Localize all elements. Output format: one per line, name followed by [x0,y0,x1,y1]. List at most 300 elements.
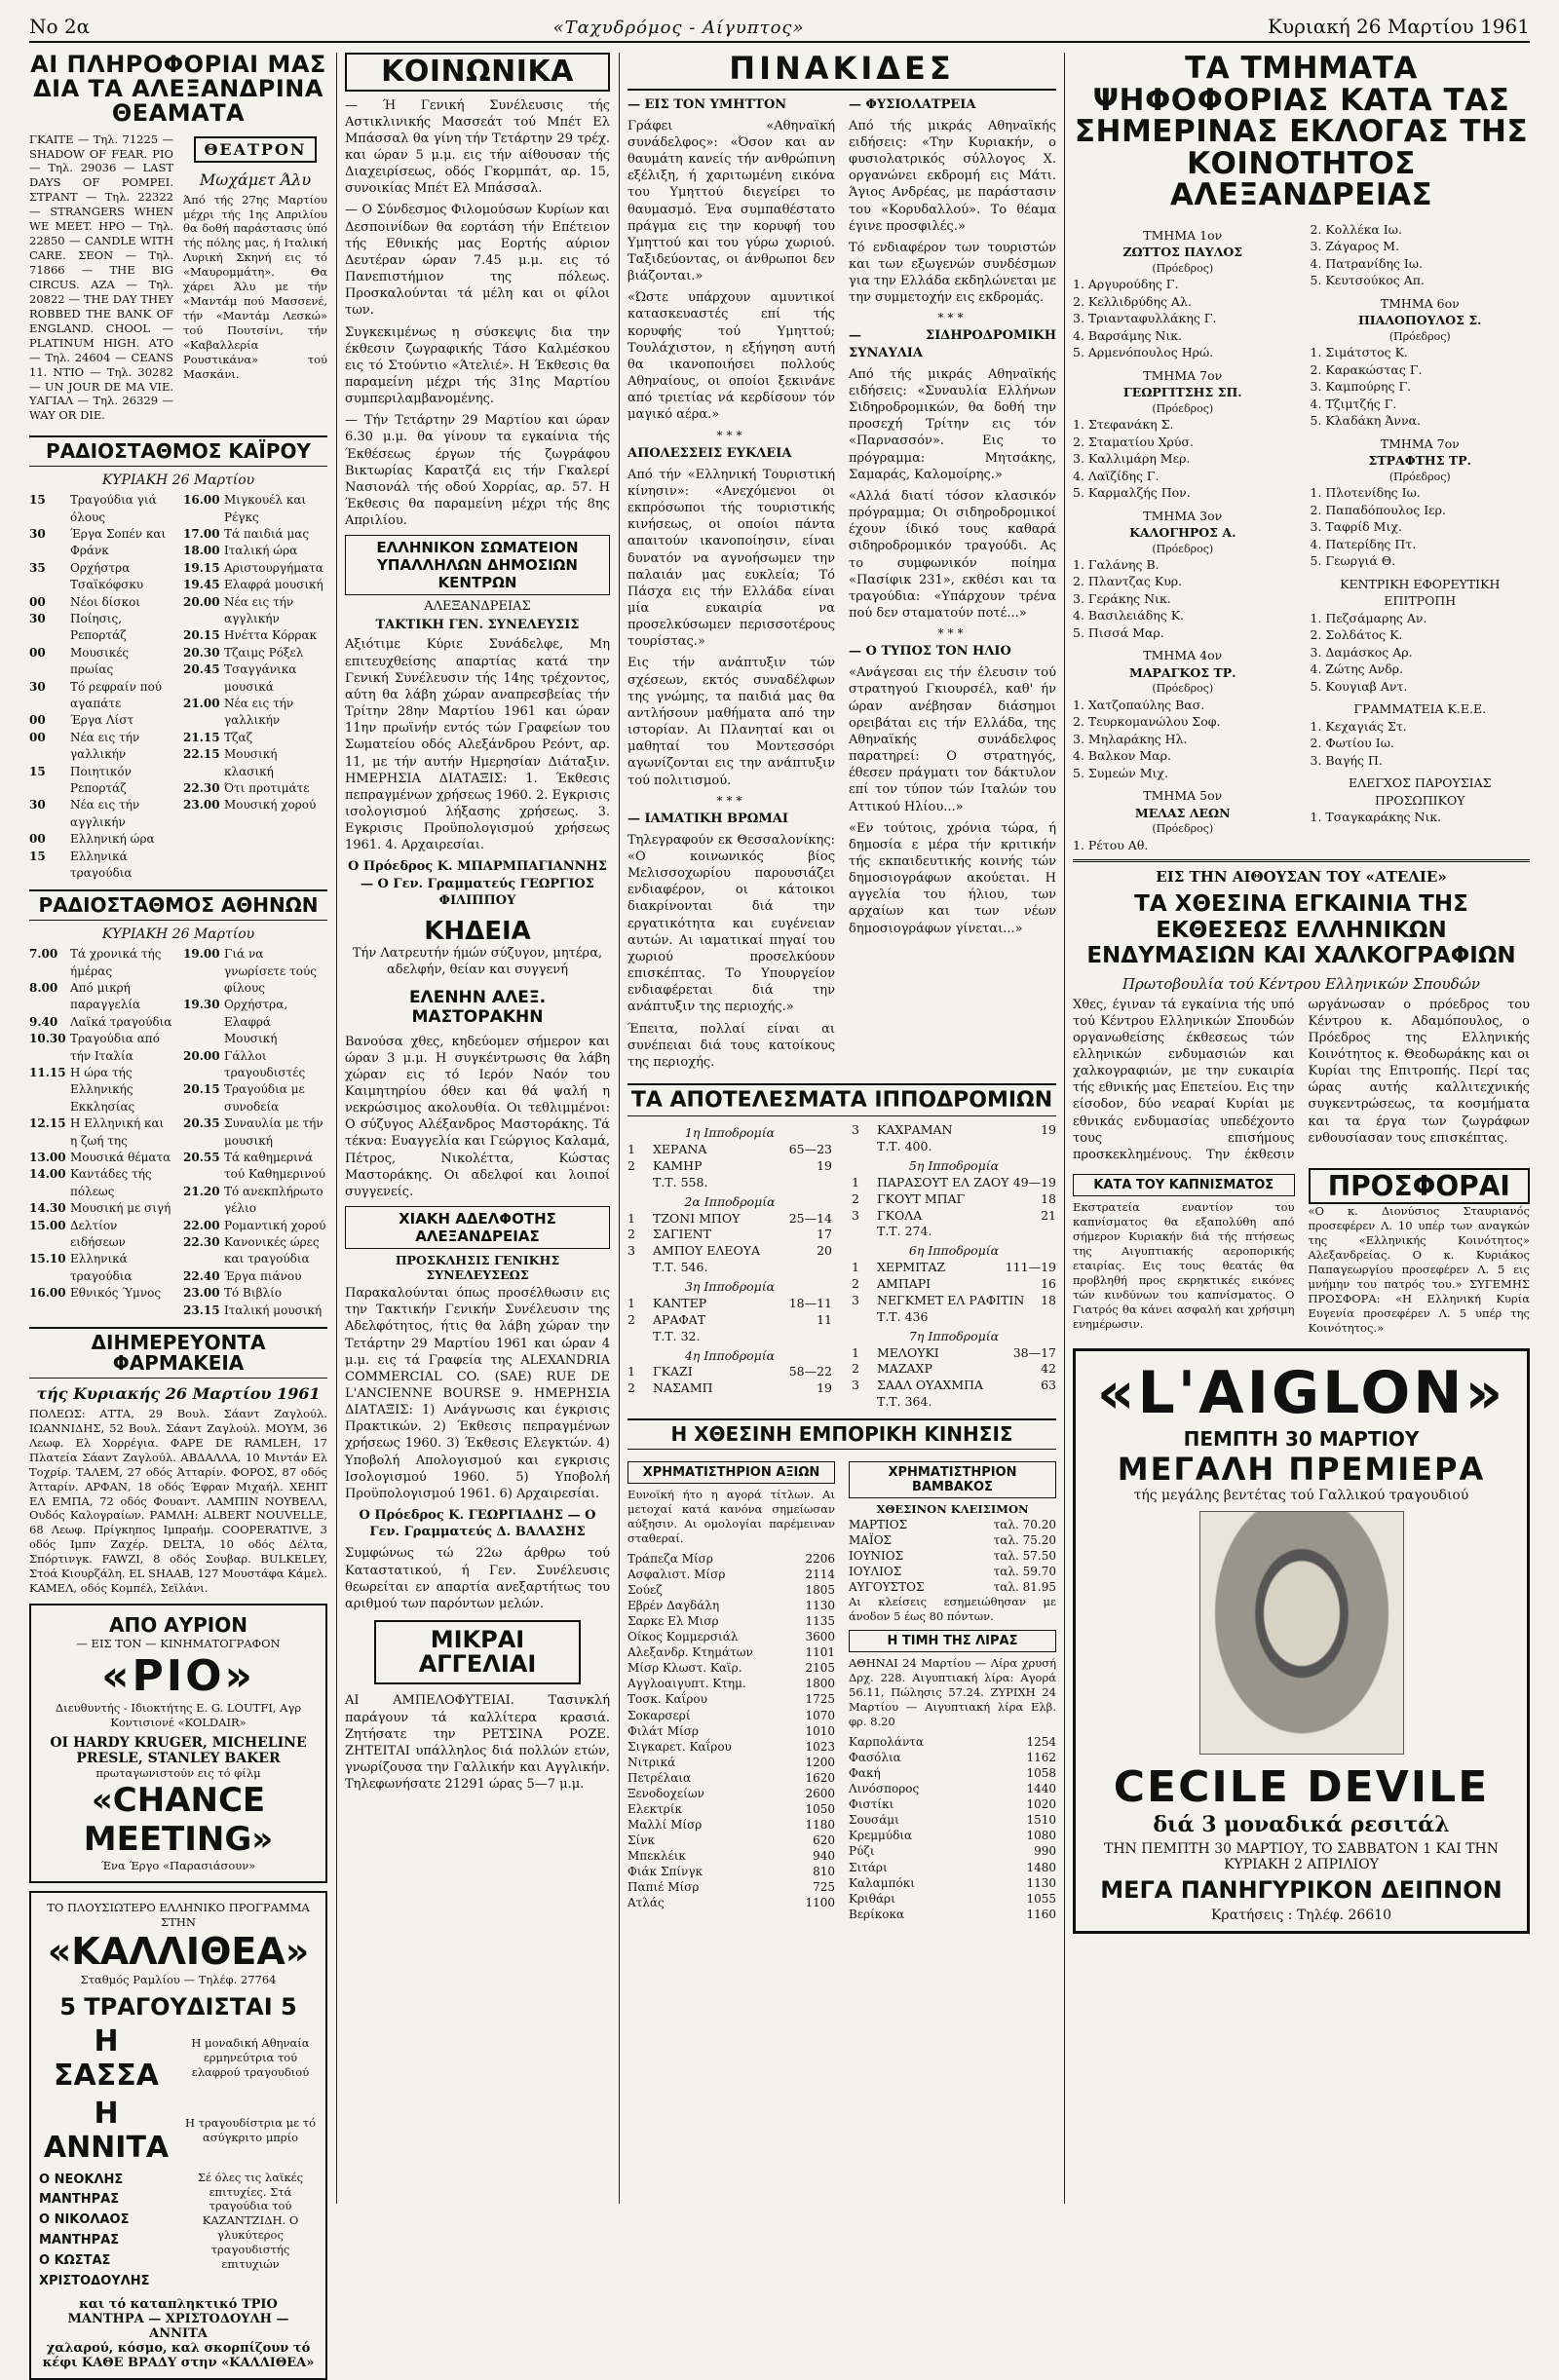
schedule-time: 20.55 [183,1150,220,1164]
race-heading: 1η Ιπποδρομία [684,1125,776,1141]
schedule-time: 22.40 [183,1268,220,1283]
race-position [627,1329,653,1345]
section-member: 2. Σταματίου Χρύσ. [1073,434,1194,449]
schedule-program: Ελληνικά τραγούδια [70,849,133,880]
race-horse: ΓΚΟΥΤ ΜΠΑΓ [877,1190,966,1206]
price-value: 1070 [805,1708,835,1722]
schedule-time: 14.00 [29,1167,66,1182]
schedule-time: 13.00 [29,1150,66,1164]
schedule-row [183,946,327,997]
section-member: 2. Σολδάτος Κ. [1310,627,1403,643]
paper-name: «Ταχυδρόμος - Αίγυπτος» [552,18,805,38]
price-value: 1254 [1026,1734,1056,1749]
schedule-row [29,594,173,611]
price-value: 2105 [805,1661,835,1676]
schedule-time: 19.30 [183,998,220,1012]
schedule-program: Μιγκουέλ και Ρέγκς [224,493,307,524]
aiglon-ad-subtitle: τής μεγάλης βεντέτας τού Γαλλικού τραγουδιού [1133,1487,1469,1503]
race-horse: ΝΕΓΚΜΕΤ ΕΛ ΡΑΦΙΤΙΝ [877,1292,1025,1307]
aiglon-ad-name: «L'AIGLON» [1096,1358,1506,1427]
price-row [849,1860,1056,1875]
radio-cairo-schedule-left [29,492,173,882]
schedule-time: 8.00 [29,981,58,996]
note-6-text-b: «Εν τούτοις, χρόνια τώρα, ή δημοσία ε μέρα τήν κριτικήν τής εκπαιδευτικής κοινής τών δημοσιογράφων ακούεται. Η αγγελία του ήλιου, των αρχαίων και των νέων δημοσιογράφων γίνεται...» [849,820,1056,936]
schedule-row [183,730,327,746]
smoking-text: Εκστρατεία εναντίον του καπνίσματος θα εξαπολύθη από σήμερον Κυριακήν διά τής πτήσεως της Αιγυπτιακής αεροπορικής εταιρίας. Εις τους θεατάς θα προβληθή προς εκρηκτικές εικόνες τών κινδύνων του καπνίσματος. Ο Γιατρός θα κάνει ασφαλή και χρήσιμη ενημέρωσιν. [1073,1200,1295,1331]
race-dividend: 18—11 [788,1295,832,1310]
section-member: 2. Κελλιδρύδης Αλ. [1073,293,1192,309]
race-line [627,1227,832,1243]
issue-date: Κυριακή 26 Μαρτίου 1961 [1268,15,1530,38]
section-member: 5. Κευτσούκος Απ. [1310,273,1425,288]
schedule-row [29,730,173,764]
social-item-3: Συγκεκιμένως η σύσκεψις δια την έκθεσιν ζωγραφικής Τάσο Καλμέσκου εις τό Στούντιο «Άτελιέ». Η Έκθεσις θα παραμείνη μέχρι τής 31ης Μαρτίου συμπεριλαμβανομένης. [345,324,610,407]
price-value: 1440 [1026,1782,1056,1796]
schedule-program: Τό ανεκπλήρωτο γέλιο [224,1184,323,1216]
race-line [627,1329,832,1345]
rio-ad-footer: Ένα Έργο «Παρασιάσουν» [100,1858,256,1872]
lira-title: Η ΤΙΜΗ ΤΗΣ ΛΙΡΑΣ [849,1630,1056,1652]
price-name: ΑΥΓΟΥΣΤΟΣ [849,1580,925,1595]
schedule-time: 15 [29,493,46,508]
price-name: Τράπεζα Μίσρ [627,1551,713,1566]
schedule-time: 21.00 [183,697,220,710]
price-row [849,1907,1056,1922]
price-row [627,1644,835,1660]
price-row [849,1843,1056,1859]
section-member: 5. Κουγιαβ Αντ. [1310,678,1408,694]
exhibition-title: ΤΑ ΧΘΕΣΙΝΑ ΕΓΚΑΙΝΙΑ ΤΗΣ ΕΚΘΕΣΕΩΣ ΕΛΛΗΝΙΚΩΝ ΕΝΔΥΜΑΣΙΩΝ ΚΑΙ ΧΑΛΚΟΓΡΑΦΙΩΝ [1086,891,1516,969]
schedule-row [29,611,173,645]
price-row [627,1676,835,1691]
section-president: ΠΙΑΛΟΠΟΥΛΟΣ Σ. [1357,313,1482,328]
price-row [627,1848,835,1864]
note-3-text: Τηλεγραφούν εκ Θεσσαλονίκης: «Ο κοινωνικός βίος Μελισσοχωρίου παρουσιάζει ενδιαφέρον, οι κάτοικοι διακρίνονται διά την εργατικότητα και ευγένειαν αυτών. Αι ιαματικαί πηγαί του χωριού προσελκύουν επισκέπτας. Το Υπουργείον ενδιαφέρεται διά την ανάπτυξιν της περιοχής.» [627,832,835,1015]
section-heading: ΤΜΗΜΑ 7ον [1380,435,1460,451]
price-row [627,1817,835,1832]
note-2-head: ΑΠΟΛΕΣΣΕΙΣ ΕΥΚΛΕΙΑ [627,445,792,461]
race-dividend: 111—19 [1005,1260,1056,1275]
schedule-program: Ορχήστρα, Ελαφρά Μουσική [224,998,288,1046]
race-line [852,1224,1056,1240]
kallithea-ad-singer1: Ο ΝΕΟΚΛΗΣ ΜΑΝΤΗΡΑΣ [39,2172,124,2208]
classifieds-title: ΜΙΚΡΑΙ ΑΓΓΕΛΙΑΙ [374,1620,581,1684]
section-member: 3. Καλλιμάρη Μερ. [1073,451,1191,467]
schedule-time: 18.00 [183,544,220,558]
race-horse: ΜΕΛΟΥΚΙ [877,1344,939,1360]
price-row [627,1660,835,1676]
schedule-program: Η Ελληνική και η ζωή της [70,1116,165,1148]
section-member: 3. Καμπούρης Γ. [1310,379,1412,395]
price-name: Ασφαλιστ. Μίσρ [627,1567,726,1581]
race-dividend: 19 [1041,1122,1056,1138]
race-line [627,1142,832,1158]
price-row [849,1796,1056,1812]
price-value: 2600 [805,1786,835,1800]
schedule-time: 21.20 [183,1184,220,1198]
aiglon-ad-premiere: ΜΕΓΑΛΗ ΠΡΕΜΙΕΡΑ [1117,1450,1486,1488]
cotton-note: Αι κλείσεις εσημειώθησαν με άνοδον 5 έως 80 πόντων. [849,1595,1056,1624]
column-rule [336,53,337,2204]
race-line [627,1158,832,1175]
race-horse: ΜΑΖΑΧΡ [877,1361,932,1377]
race-position: 1 [852,1174,859,1190]
race-horse: ΚΑΜΗΡ [653,1157,703,1173]
schedule-time: 11.15 [29,1066,66,1080]
schedule-row [183,492,327,526]
section-president: ΜΑΡΑΓΚΟΣ ΤΡ. [1128,664,1236,680]
section-member: 1. Τσαγκαράκης Νικ. [1310,810,1442,825]
schedule-time: 22.00 [183,1218,220,1232]
schedule-program: Κανονικές ώρες και τραγούδια [224,1234,320,1266]
chios-subtitle: ΠΡΟΣΚΛΗΣΙΣ ΓΕΝΙΚΗΣ ΣΥΝΕΛΕΥΣΕΩΣ [395,1253,560,1283]
rio-ad-actors: OI HARDY KRUGER, MICHELINE PRESLE, STANLEY BAKER [50,1734,307,1766]
schedule-program: Ιταλική ώρα [224,544,298,558]
section-member: 4. Πατρανίδης Ιω. [1310,255,1424,271]
union-text: Αξιότιμε Κύριε Συνάδελφε, Μη επιτευχθείσης απαρτίας κατά την Γενική Συνέλευσιν τής 14ης τρέχοντος, αύτη θα λάβη χώραν αναπρεσβείας τήν Τρίτην 28ην Μαρτίου 1961 και ώραν 11ην πρωϊνήν εντός τών Γραφείων του Σωματείου οδός Αλεξάνδρου Ρεόντ, αρ. 11, με τήν αυτήν Ημερησίαν Διάταξιν. ΗΜΕΡΗΣΙΑ ΔΙΑΤΑΞΙΣ: 1. Έκθεσις πεπραγμένων χρήσεως 1960. 2. Εγκρισις ισολογισμού λήξασης χρήσεως. 3. Εγκρισις Προϋπολογισμού χρήσεως 1961. 4. Αρχαιρεσίαι. [345,637,610,853]
schedule-row [29,1285,173,1302]
race-heading: 6η Ιπποδρομία [908,1243,1000,1259]
price-row [849,1564,1056,1579]
kallithea-ad-anita: Η ΑΝΝΙΤΑ [43,2096,170,2165]
schedule-row [29,1115,173,1150]
price-row [849,1579,1056,1595]
section-member: 2. Κολλέκα Ιω. [1310,221,1402,237]
section-heading: ΤΜΗΜΑ 5ον [1143,788,1223,804]
radio-athens-title: ΡΑΔΙΟΣΤΑΘΜΟΣ ΑΘΗΝΩΝ [29,889,327,921]
notes-title: ΠΙΝΑΚΙΔΕΣ [627,53,1056,91]
price-value: 1162 [1026,1750,1056,1764]
price-value: ταλ. 59.70 [993,1565,1056,1579]
rio-ad-headline: ΑΠΟ ΑΥΡΙΟΝ [109,1613,247,1638]
section-member: 5. Κλαδάκη Άννα. [1310,413,1421,429]
race-dividend: 25—14 [788,1210,832,1226]
price-name: Σούεζ [627,1582,663,1597]
price-name: ΜΑΡΤΙΟΣ [849,1517,908,1531]
schedule-time: 30 [29,527,46,542]
price-name: Σιτάρι [849,1860,888,1874]
section-member: 3. Ζάγαρος Μ. [1310,239,1400,254]
race-horse: Τ.Τ. 32. [653,1328,701,1343]
schedule-program: Τά καθημερινά τού Καθημερινού [224,1150,326,1182]
pharmacies-list: ΠΟΛΕΩΣ: ΑΤΤΑ, 29 Βουλ. Σάαντ Ζαγλούλ. ΙΩΑΝΝΙΔΗΣ, 52 Βουλ. Σάαντ Ζαγλούλ. ΜΟΥΜ, 36 Λεωφ. Ελ Χορρέγια. ΦΑΡΕ DE RAMLEH, 17 Πλατεία Σάαντ Ζαγλούλ. ΑΒΔΑΛΛΑ, 10 Μιντάν Ελ Τοχρίρ. ΤΑΛΕΜ, 27 οδός Άτταρίν. ΦΟΡΟΣ, 87 οδός Άτταρίν. ΑΡΦΑΝ, 18 οδός Έφραν Μιχαήλ. ΧΕΗΙΤ ΕΛ ΕΜΠΑ, 72 οδός Φουαντ. ΛΑΜΠΙΝ ΝΟΥΒΕΛΛ, Ουδός Καλογραίων. ΡΑΜΛΗ: ALBERT NOUVELLE, 68 Λεωφ. Πρίγκηπος Ιμπραήμ. COOPERATIVE, 3 οδός Ιμπν Ζαχέρ. DELTA, 10 οδός Δέλτα, Σπόρτινγκ. FAWZI, 8 οδός Σουβαρ. BULKELEY, Στοά Κιουρζάλη. EL SHAAB, 127 Μουστάφα Κάμελ. ΚΑΜΕΛ, οδός Κομπέλ, Σεϊλάνι. [29,1406,327,1596]
price-name: Εβρέν Δαγδάλη [627,1598,720,1612]
schedule-time: 16.00 [183,493,220,508]
price-value: 1805 [805,1582,835,1597]
section-member: 1. Κεχαγιάς Στ. [1310,718,1407,734]
price-value: 1055 [1026,1891,1056,1906]
price-row [849,1812,1056,1828]
price-row [627,1691,835,1707]
price-name: Καλαμπόκι [849,1875,915,1890]
price-value: 1480 [1026,1860,1056,1874]
cinema-listings: ΓΚΑΙΤΕ — Τηλ. 71225 — SHADOW OF FEAR. ΡΙΟ — Τηλ. 29036 — LAST DAYS OF POMPEI. ΣΤΡΑΝΤ — Τηλ. 22322 — STRANGERS WHEN WE MEET. ΗΡΟ — Τηλ. 22850 — CANDLE WITH CARE. ΣΕΟΝ — Τηλ. 71866 — THE BIG CIRCUS. ΑΖΑ — Τηλ. 20822 — THE DAY THEY ROBBED THE BANK OF ENGLAND. CHOOL — PLATINUM HIGH. ΑΤΟ — Τηλ. 24604 — CEANS 11. ΝΤΙΟ — Τηλ. 30282 — UN JOUR DE MA VIE. ΥΑΓΙΑΛ — Τηλ. 26329 — WAY OR DIE. [29,132,173,423]
schedule-time: 15 [29,849,46,863]
price-row [627,1832,835,1848]
section-president-label: (Πρόεδρος) [1388,329,1451,343]
schedule-row [29,560,173,594]
section-president: ΓΕΩΡΓΙΤΣΗΣ ΣΠ. [1122,385,1242,400]
theatres-title: ΑΙ ΠΛΗΡΟΦΟΡΙΑΙ ΜΑΣ ΔΙΑ ΤΑ ΑΛΕΞΑΝΔΡΙΝΑ ΘΕΑΜΑΤΑ [30,51,326,128]
aiglon-ad-date: ΠΕΜΠΤΗ 30 ΜΑΡΤΙΟΥ [1183,1426,1420,1451]
masthead [29,14,1530,43]
social-title: ΚΟΙΝΩΝΙΚΑ [345,53,610,92]
schedule-row [29,946,173,980]
section-member: 2. Πλαντζας Κυρ. [1073,574,1183,589]
kallithea-ad-name: «ΚΑΛΛΙΘΕΑ» [47,1929,310,1973]
produce-table [849,1734,1056,1922]
schedule-time: 00 [29,832,46,847]
schedule-time: 7.00 [29,947,58,962]
section-heading: ΤΜΗΜΑ 6ον [1380,295,1460,311]
section-heading: ΤΜΗΜΑ 3ον [1143,508,1223,523]
aiglon-ad-singer: CECILE DEVILE [1113,1761,1490,1812]
section-president: ΣΤΡΑΦΤΗΣ ΤΡ. [1368,453,1471,469]
note-1-text-b: «Ώστε υπάρχουν αμυντικοί κατασκευαστές επί τής κορυφής τού Υμηττού; Τουλάχιστον, η εξήγηση αυτή θα ικανοποιήσει πολλούς Αθηναίους, οι οποίοι ξεκινάνε από τριετίας νά κερδίσουν τόν μαγικό αέρα.» [627,290,835,423]
schedule-time: 00 [29,713,46,728]
price-row [627,1629,835,1644]
note-6-text: «Ανάγεσαι εις τήν έλευσιν τού στρατηγού Γκιουρσέλ, καθ' ήν ώραν ανέβησαν διάσημοι ορειβάται εις τήν Ελλάδα, της Αθηναϊκής συνάδελφος παρατηρεί: Ο στρατηγός, έθεσεν πράγματι τον δάκτυλον επί τον τύπον τών Ιταλών του Αττικού Ηλίου...» [849,665,1056,814]
section-member: 2. Παπαδόπουλος Ιερ. [1310,502,1446,517]
exhibition-subtitle: Πρωτοβουλία τού Κέντρου Ελληνικών Σπουδών [1122,974,1481,993]
schedule-time: 20.15 [183,628,220,643]
price-name: Λινόσπορος [849,1782,920,1796]
kallithea-ad-anita-desc: Η τραγουδίστρια με τό ασύγκριτο μπρίο [184,2115,317,2144]
race-heading: 4η Ιπποδρομία [684,1347,776,1363]
price-value: ταλ. 57.50 [993,1549,1056,1564]
section-member: 3. Δαμάσκος Αρ. [1310,644,1413,660]
union-city: ΑΛΕΞΑΝΔΡΕΙΑΣ [424,599,531,615]
schedule-time: 10.30 [29,1032,66,1046]
schedule-program: Η ώρα τής Ελληνικής Εκκλησίας [70,1066,135,1114]
schedule-program: Λαϊκά τραγούδια [70,1014,172,1029]
elections-sections-left [1073,221,1293,853]
price-name: Πετρέλαια [627,1770,692,1785]
schedule-time: 20.30 [183,645,220,660]
price-row [627,1708,835,1723]
atelier-kicker: ΕΙΣ ΤΗΝ ΑΙΘΟΥΣΑΝ ΤΟΥ «ΑΤΕΛΙΕ» [1156,868,1447,887]
schedule-program: Γάλλοι τραγουδιστές [224,1048,306,1080]
schedule-row [29,797,173,831]
classifieds-text: ΑΙ ΑΜΠΕΛΟΦΥΤΕΙΑΙ. Τασινκλή παράγουν τά καλλίτερα κρασιά. Ζητήσατε την ΡΕΤΣΙΝΑ ΡΟΖΕ. ΖΗΤΕΙΤΑΙ υπάλληλος διά πολλών ετών, γνωρίζουσα την Γαλλικήν και Αγγλικήν. Τηλεφωνήσατε 21291 ώρας 5—7 μ.μ. [345,1693,610,1793]
race-line [627,1175,832,1191]
section-member: 5. Συμεών Μιχ. [1073,765,1168,780]
race-horse: ΓΚΟΛΑ [877,1207,923,1223]
schedule-program: Συναυλία με τήν μουσική [224,1116,323,1148]
race-position: 2 [852,1276,859,1291]
price-value: 1725 [805,1692,835,1707]
price-name: Σουσάμι [849,1813,899,1828]
schedule-program: Καντάδες τής πόλεως [70,1167,152,1198]
section-member: 1. Στεφανάκη Σ. [1073,417,1174,433]
race-horse: ΚΑΝΤΕΡ [653,1295,707,1310]
race-dividend: 21 [1041,1207,1056,1223]
price-row [627,1770,835,1786]
price-row [849,1828,1056,1843]
race-position [852,1224,877,1240]
price-value: 1010 [805,1723,835,1738]
note-5-text-b: «Αλλά διατί τόσον κλασικόν πρόγραμμα; Οι σιδηροδρομικοί έχουν ίδικό τους καθαρά σιδηροδρομικόν τραγούδι. Ας το συμφωνικόν ποίημα «Πασίφικ 231», εκθέσι και τα τραγούδια: «Υπάρχουν τρένα πού δεν σταματούν ποτέ...» [849,488,1056,621]
schedule-time: 00 [29,645,46,660]
donations-title: ΠΡΟΣΦΟΡΑΙ [1309,1168,1531,1204]
race-horse: ΓΚΑΖΙ [653,1364,693,1379]
union-signature: Ο Πρόεδρος Κ. ΜΠΑΡΜΠΑΓΙΑΝΝΗΣ — Ο Γεν. Γραμματεύς ΓΕΩΡΓΙΟΣ ΦΙΛΙΠΠΟΥ [347,859,608,908]
kallithea-ad-sassa: Η ΣΑΣΣΑ [54,2023,159,2093]
schedule-time: 30 [29,798,46,812]
price-name: Κριθάρι [849,1891,895,1906]
race-position: 2 [627,1227,635,1242]
price-name: Φακή [849,1766,881,1781]
cotton-title: ΧΡΗΜΑΤΙΣΤΗΡΙΟΝ ΒΑΜΒΑΚΟΣ [849,1461,1056,1498]
pharmacies-title: ΔΙΗΜΕΡΕΥΟΝΤΑ ΦΑΡΜΑΚΕΙΑ [29,1327,327,1379]
chios-signature: Ο Πρόεδρος Κ. ΓΕΩΡΓΙΑΔΗΣ — Ο Γεν. Γραμματεύς Δ. ΒΑΛΑΣΗΣ [359,1508,596,1540]
schedule-time: 9.40 [29,1014,58,1029]
race-position [852,1309,877,1326]
column-rule [1064,53,1065,2204]
schedule-row [29,1014,173,1031]
singer-photo [1199,1511,1404,1755]
radio-athens-date: ΚΥΡΙΑΚΗ 26 Μαρτίου [101,926,255,943]
race-dividend: 65—23 [788,1142,832,1156]
section-president-label: (Πρόεδρος) [1152,822,1214,836]
price-name: Αλεξανδρ. Κτημάτων [627,1645,753,1660]
schedule-time: 21.15 [183,730,220,744]
schedule-row [183,696,327,730]
price-name: Παπιέ Μίσρ [627,1880,700,1895]
donations-text: «Ο κ. Διονύσιος Σταυριανός προσεφέρεν Λ. 10 υπέρ των αναγκών της «Ελληνικής Κοινότητος» Αλεξανδρείας. Ο κ. Κυριάκος Παπαγεωργίου προσεφέρεν Λ. 5 εις μνήμην του πατρός του.» ΣΥΓΕΜΗΣ ΠΡΟΣΦΟΡΑ: «Η Ελληνική Κυρία Ευγενία προσεφέρεν Λ. 5 υπέρ της Κοινότητος.» [1308,1204,1530,1335]
race-position: 1 [627,1295,635,1310]
section-member: 3. Ταφρίδ Μιχ. [1310,519,1402,535]
price-row [627,1551,835,1567]
price-row [627,1786,835,1801]
note-5-text: Από τής μικράς Αθηναϊκής ειδήσεις: «Συναυλία Ελλήνων Σιδηροδρομικών, θα δοθή την προσεχή Τρίτην εις τόν «Παρνασσόν». Εις το πρόγραμμα: Μητσάκης, Σαμαράς, Καλομοίρης.» [849,366,1056,482]
price-value: 2206 [805,1551,835,1566]
section-member: 1. Σιμάτστος Κ. [1310,345,1408,360]
schedule-time: 20.00 [183,1048,220,1063]
race-position: 2 [627,1311,635,1327]
race-heading: 2α Ιπποδρομία [684,1193,776,1209]
race-line [627,1260,832,1276]
schedule-row [183,997,327,1047]
rio-ad [29,1604,327,1883]
schedule-row [29,764,173,798]
race-horse: ΚΑΧΡΑΜΑΝ [877,1122,953,1138]
race-position [852,1394,877,1411]
section-member: 1. Πλοτενίδης Ιω. [1310,485,1421,501]
price-value: 1800 [805,1677,835,1691]
cotton-subtitle: ΧΘΕΣΙΝΟΝ ΚΛΕΙΣΙΜΟΝ [876,1502,1029,1516]
price-value: 1020 [1026,1797,1056,1812]
section-member: 2. Καρακώστας Γ. [1310,361,1423,377]
column-notes: ΠΙΝΑΚΙΔΕΣ — ΕΙΣ ΤΟΝ ΥΜΗΤΤΟΝ Γράφει «Αθηναϊκή συνάδελφος»: «Όσον και αν θαυμάτη κανείς τήν ανθρώπινη εξέλιξη, ή χαριτωμένη εικόνα του Υμηττού διεγείρει το θαυμασμό. Ένα συμπαθέστατο πράγμα εις την κορυφή του Υμηττού και του γύρω χωριού. Ταξιδεύοντας, οι άνθρωποι δεν βιάζονται.» «Ώστε υπάρχουν αμυντικοί κατασκευαστές επί τής κορυφής τού Υμηττού; Τουλάχιστον, η εξήγηση αυτή θα ικανοποιήσει πολλούς Αθηναίους, οι οποίοι ξεκινάνε από τριετίας νά κερδίσουν τόν μαγικό αέρα.» *** ΑΠΟΛΕΣΣΕΙΣ ΕΥΚΛΕΙΑ Από τήν «Ελληνική Τουριστική κίνησιν»: «Ανεχόμενοι οι εκπρόσωποι τής τουριστικής κινήσεως, οι οποίοι πάντα απαιτούν ικανοποίησιν, είναι δυνατόν να αγνοήσωμεν την παλαιάν μας ευκλεία; Τό Πάσχα εις τήν Ελλάδα είναι μία ευκαιρία να προσελκύσωμεν περισσοτέρους τουρίστας.» Εις τήν ανάπτυξιν τών σχέσεων, εκτός συναδέλφων της γνώμης, τα παιδιά μας θα αντλήσουν μαθήματα από την ιστορίαν. Αι Πλανηταί και οι μαθηταί του Μοντεσσόρι αγωνίζονται εις την ανάπτυξιν τού πολιτισμού. *** — ΙΑΜΑΤΙΚΗ ΒΡΩΜΑΙ Τηλεγραφούν εκ Θεσσαλονίκης: «Ο κοινωνικός βίος Μελισσοχωρίου παρουσιάζει ενδιαφέρον, οι κάτοικοι διακρίνονται διά την εργατικότητα και ευγένειαν αυτών. Αι ιαματικαί πηγαί του χωριού προσελκύουν επισκέπτας. Το Υπουργείον ενδιαφέρεται διά την ανάπτυξιν της περιοχής.» Έπειτα, πολλαί είναι αι συνέπειαι διά τους κατοίκους της περιοχής. — ΦΥΣΙΟΛΑΤΡΕΙΑ Από τής μικράς Αθηναϊκής ειδήσεις: «Την Κυριακήν, ο φυσιολατρικός σύλλογος Χ. οργανώνει εκδρομή εις Μάτι. Άγιος Ανδρέας, με παράστασιν του «Κορυδαλλού». Το θέαμα έγινε προσφιλές.» Τό ενδιαφέρον των τουριστών και των εξωγενών συνδέσμων για την Ελλάδα εκδηλώνεται με την συμμετοχήν εις εκδρομάς. *** — ΣΙΔΗΡΟΔΡΟΜΙΚΗ ΣΥΝΑΥΛΙΑ Από τής μικράς Αθηναϊκής ειδήσεις: «Συναυλία Ελλήνων Σιδηροδρομικών, θα δοθή την προσεχή Τρίτην εις τόν «Παρνασσόν». Εις το πρόγραμμα: Μητσάκης, Σαμαράς, Καλομοίρης.» «Αλλά διατί τόσον κλασικόν πρόγραμμα; Οι σιδηροδρομικοί έχουν ίδικό τους καθαρά σιδηροδρομικόν τραγούδι. Ας το συμφωνικόν ποίημα «Πασίφικ 231», εκθέσι και τα τραγούδια: «Υπάρχουν τρένα πού δεν σταματούν ποτέ...» *** — Ο ΤΥΠΟΣ ΤΟΝ ΗΛΙΟ «Ανάγεσαι εις τήν έλευσιν τού στρατηγού Γκιουρσέλ, καθ' ήν ώραν ανέβησαν διάσημοι ορειβάται εις τήν Ελλάδα, της Αθηναϊκής συνάδελφος παρατηρεί: Ο στρατηγός, έθεσεν πράγματι τον δάκτυλον επί τον τύπον τών Ιταλών του Αττικού Ηλίου...» «Εν τούτοις, χρόνια τώρα, ή δημοσία ε μέρα τήν κριτικήν τής εκπαιδευτικής κοινής τών δημοσιογράφων ακούεται. Η αγγελία του ήλιου, των αρχαίων και των νέων δημοσιογράφων γίνεται...» ΤΑ ΑΠΟΤΕΛΕΣΜΑΤΑ ΙΠΠΟΔΡΟΜΙΩΝ 1η Ιπποδρομία 1 ΧΕΡΑΝΑ 65—23 2 ΚΑΜΗΡ 19 Τ.Τ. 558. 2α Ιπποδρομία 1 ΤΖΟΝΙ ΜΠΟΥ 25—14 2 ΣΑΓΙΕΝΤ 17 3 ΑΜΠΟΥ ΕΛΕΟΥΑ 20 Τ.Τ. 546. 3η Ιπποδρομία 1 ΚΑΝΤΕΡ 18—11 2 ΑΡΑΦΑΤ 11 Τ.Τ. 32. 4η Ιπποδρομία 1 ΓΚΑΖΙ 58—22 2 ΝΑΣΑΜΠ 19 3 ΚΑΧΡΑΜΑΝ 19 Τ.Τ. 400. 5η Ιπποδρομία 1 ΠΑΡΑΣΟΥΤ ΕΛ ΖΑΟΥ 49—19 2 ΓΚΟΥΤ ΜΠΑΓ 18 3 ΓΚΟΛΑ 21 Τ.Τ. 274. 6η Ιπποδρομία 1 ΧΕΡΜΙΤΑΖ 111—19 2 ΑΜΠΑΡΙ 16 3 ΝΕΓΚΜΕΤ ΕΛ ΡΑΦΙΤΙΝ 18 Τ.Τ. 436 7η Ιπποδρομία 1 ΜΕΛΟΥΚΙ 38—17 2 ΜΑΖΑΧΡ 42 3 ΣΑΑΛ ΟΥΑΧΜΠΑ 63 Τ.Τ. 364. Η ΧΘΕΣΙΝΗ ΕΜΠΟΡΙΚΗ ΚΙΝΗΣΙΣ ΧΡΗΜΑΤΙΣΤΗΡΙΟΝ ΑΞΙΩΝ Ευνοϊκή ήτο η αγορά τίτλων. Αι μετοχαί κατά κανόνα σημείωσαν αύξησιν. Αι ομολογίαι παρέμειναν σταθεραί. Τράπεζα Μίσρ 2206 Ασφαλιστ. Μίσρ 2114 Σούεζ 1805 Εβρέν Δαγδάλη 1130 Σαρκε Ελ Μισρ 1135 Οίκος Κομμερσιάλ 3600 Αλεξανδρ. Κτημάτων 1101 Μίσρ Κλωστ. Καϊρ. 2105 Αγγλοαιγυπτ. Κτημ. 1800 Τοσκ. Καΐρου 1725 Σοκαρσερί 1070 Φιλάτ Μίσρ 1010 Σιγκαρετ. Καΐρου 1023 Νιτρικά 1200 Πετρέλαια 1620 Ξενοδοχείων 2600 Ελεκτρίκ 1050 Μαλλί Μίσρ 1180 Σίνκ 620 Μπεκλέικ 940 Φιάκ Σπίνγκ 810 Παπιέ Μίσρ 725 Ατλάς 1100 ΧΡΗΜΑΤΙΣΤΗΡΙΟΝ ΒΑΜΒΑΚΟΣ ΧΘΕΣΙΝΟΝ ΚΛΕΙΣΙΜΟΝ ΜΑΡΤΙΟΣ ταλ. 70.20 ΜΑΪΟΣ ταλ. 75.20 ΙΟΥΝΙΟΣ ταλ. 57.50 ΙΟΥΛΙΟΣ ταλ. 59.70 ΑΥΓΟΥΣΤΟΣ ταλ. 81.95 Αι κλείσεις εσημειώθησαν με άνοδον 5 έως 80 πόντων. Η ΤΙΜΗ ΤΗΣ ΛΙΡΑΣ ΑΘΗΝΑΙ 24 Μαρτίου — Λίρα χρυσή Δρχ. 228. Αιγυπτιακή λίρα: Αγορά 56.11, Πώλησις 57.24. ΖΥΡΙΧΗ 24 Μαρτίου — Αιγυπτιακή λίρα Ελβ. φρ. 8.20 Καρπολάντα 1254 Φασόλια 1162 Φακή 1058 Λινόσπορος 1440 Φιστίκι 1020 Σουσάμι 1510 Κρεμμύδια 1080 Ρύζι 990 Σιτάρι 1480 Καλαμπόκι 1130 Κριθάρι 1055 Βερίκοκα 1160 [627,50,1056,1921]
price-value: ταλ. 81.95 [993,1580,1056,1595]
price-value: 3600 [805,1630,835,1644]
race-horse: Τ.Τ. 436 [877,1308,929,1324]
race-horse: Τ.Τ. 274. [877,1224,932,1239]
races-results-right [852,1122,1056,1411]
note-1-text: Γράφει «Αθηναϊκή συνάδελφος»: «Όσον και αν θαυμάτη κανείς τήν ανθρώπινη εξέλιξη, ή χαριτωμένη εικόνα του Υμηττού διεγείρει το θαυμασμό. Ένα συμπαθέστατο πράγμα εις την κορυφή του Υμηττού και του γύρω χωριού. Ταξιδεύοντας, οι άνθρωποι δεν βιάζονται.» [627,118,835,284]
note-1-head: — ΕΙΣ ΤΟΝ ΥΜΗΤΤΟΝ [627,96,787,112]
section-heading: ΚΕΝΤΡΙΚΗ ΕΦΟΡΕΥΤΙΚΗ ΕΠΙΤΡΟΠΗ [1340,576,1501,609]
column-social [345,53,610,2196]
price-value: 1180 [805,1818,835,1832]
funeral-details: Βανούσα χθες, κηδεύομεν σήμερον και ώραν 3 μ.μ. Η συγκέντρωσις θα λάβη χώραν εις τό Ιερόν Ναόν του Καιμητηρίου όθεν και θά ψαλή η νεκρώσιμος ακολουθία. Οι τεθλιμμένοι: Ο σύζυγος Αλέξανδρος Μαστοράκης. Τά τέκνα: Ευαγγελία και Γεώργιος Καλαμά, Πέτρος, Νικολέττα, Κώστας Μαστοράκης. Οι αδελφοί και λοιποί συγγενείς. [345,1034,610,1199]
schedule-program: Ελληνικά τραγούδια [70,1252,133,1283]
schedule-program: Ότι προτιμάτε [224,780,310,795]
schedule-row [183,661,327,696]
price-row [627,1567,835,1582]
kallithea-ad-station: Σταθμός Ραμλίου — Τηλέφ. 27764 [80,1972,277,1986]
stocks-table [627,1551,835,1911]
price-name: Μαλλί Μίσρ [627,1818,703,1832]
schedule-program: Μουσικές πρωίας [70,645,130,677]
price-name: Σαρκε Ελ Μισρ [627,1614,719,1629]
rio-ad-film-line1: «CHANCE [91,1780,266,1820]
race-line [627,1364,832,1380]
price-row [627,1755,835,1770]
pharmacies-date: τής Κυριακής 26 Μαρτίου 1961 [36,1383,321,1403]
price-value: 620 [813,1833,835,1848]
schedule-program: Τζαιμς Ρόξελ [224,645,304,660]
race-heading: 3η Ιπποδρομία [684,1279,776,1294]
union-subtitle: ΤΑΚΤΙΚΗ ΓΕΝ. ΣΥΝΕΛΕΥΣΙΣ [375,618,580,633]
race-line [852,1175,1056,1191]
price-row [627,1739,835,1755]
price-row [849,1517,1056,1532]
schedule-time: 22.30 [183,780,220,795]
social-item-2: — Ο Σύνδεσμος Φιλομούσων Κυρίων και Δεσποινίδων θα εορτάση τήν Επέτειον τής Εθνικής μας Εορτής αύριον Δευτέραν ώραν 7.45 μ.μ. εις τό Πανεπιστήμιον της πόλεως. Προσκαλούνται τά μέλη και οι φίλοι των. [345,203,610,319]
kallithea-ad-singer2: Ο ΝΙΚΟΛΑΟΣ ΜΑΝΤΗΡΑΣ [39,2212,130,2248]
race-dividend: 19 [817,1157,832,1173]
price-value: 725 [813,1880,835,1895]
race-line [627,1296,832,1312]
schedule-row [183,526,327,543]
social-item-1: — Ή Γενική Συνέλευσις τής Αστικλινικής Μασσεάτ τού Μπέτ Ελ Μπάσσαλ θα γίνη τήν Τετάρτην 29 τρέχ. και ώραν 5 μ.μ. εις τήν αίθουσαν τής Διαχειρίσεως, οδός Γκορμπάτ, αρ. 15, συνοικίας Μπέτ Ελ Μπάσσαλ. [345,97,610,197]
race-line [627,1312,832,1329]
race-position: 3 [852,1378,859,1393]
price-name: Σιγκαρετ. Καΐρου [627,1739,732,1754]
price-name: Καρπολάντα [849,1734,924,1749]
races-results-left [627,1122,832,1411]
price-value: ταλ. 75.20 [993,1533,1056,1548]
race-horse: Τ.Τ. 364. [877,1394,932,1410]
schedule-time: 20.15 [183,1082,220,1097]
kallithea-ad-singer3: Ο ΚΩΣΤΑΣ ΧΡΙΣΤΟΔΟΥΛΗΣ [39,2252,150,2288]
section-president-label: (Πρόεδρος) [1388,470,1451,483]
note-3-head: — ΙΑΜΑΤΙΚΗ ΒΡΩΜΑΙ [627,811,788,826]
section-heading: ΓΡΑΜΜΑΤΕΙΑ Κ.Ε.Ε. [1353,701,1487,717]
schedule-program: Έργα πιάνου [224,1268,302,1283]
schedule-row [183,1048,327,1082]
section-member: 1. Χατζοπαύλης Βασ. [1073,697,1205,712]
schedule-program: Έργα Λίστ [70,713,134,728]
radio-athens-schedule-left [29,946,173,1319]
section-heading: ΤΜΗΜΑ 7ον [1143,367,1223,383]
schedule-row [29,831,173,848]
section-member: 4. Τζιμτζής Γ. [1310,396,1397,411]
price-row [627,1723,835,1739]
section-president-label: (Πρόεδρος) [1152,682,1214,696]
schedule-time: 20.45 [183,662,220,677]
section-member: 5. Γεωργιά Θ. [1310,553,1396,569]
schedule-time: 19.15 [183,560,220,575]
price-row [627,1598,835,1613]
schedule-program: Δελτίον ειδήσεων [70,1218,126,1249]
schedule-time: 16.00 [29,1286,66,1301]
note-4-text-b: Τό ενδιαφέρον των τουριστών και των εξωγενών συνδέσμων για την Ελλάδα εκδηλώνεται με την συμμετοχήν εις εκδρομάς. [849,240,1056,306]
section-president-label: (Πρόεδρος) [1152,542,1214,555]
race-position: 1 [852,1260,859,1275]
